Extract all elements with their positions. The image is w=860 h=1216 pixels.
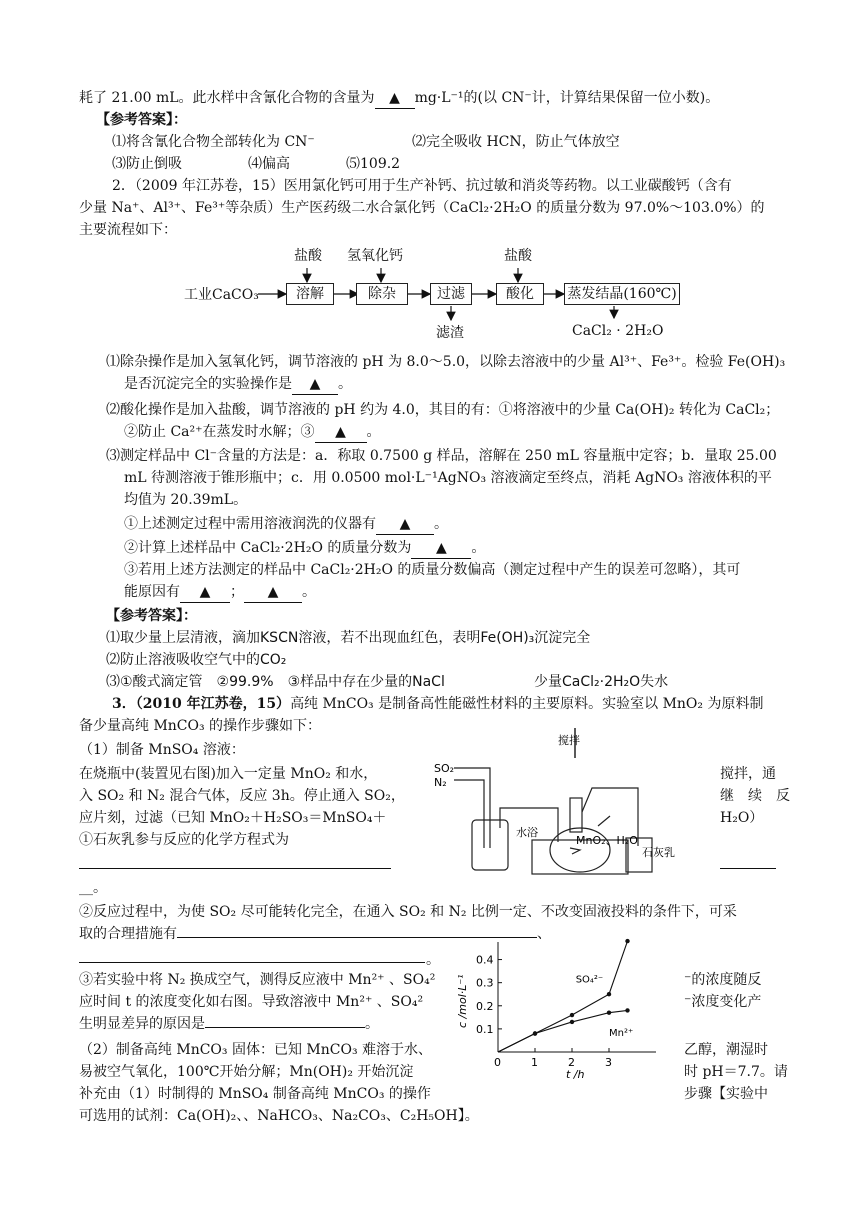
data-point (625, 1008, 629, 1012)
answer-blank: ▲ (411, 538, 471, 559)
stir-label: 搅拌 (558, 734, 580, 747)
n2-label: N₂ (434, 776, 447, 789)
q2-part1-line2: 是否沉淀完全的实验操作是 ▲ 。 (124, 374, 352, 395)
reagent-hcl-1: 盐酸 (294, 248, 322, 264)
flow-step-filter: 过滤 (430, 283, 472, 305)
q3-step1-q3-text: 生明显差异的原因是 (79, 1016, 205, 1032)
q3-step2-line3: 补充由（1）时制得的 MnSO₄ 制备高纯 MnCO₃ 的操作 (79, 1086, 431, 1102)
reference-answer-heading: 【参考答案】： (106, 608, 197, 624)
answer-blank: ▲ (315, 422, 367, 443)
q2-part3-sub2-text: ②计算上述样品中 CaCl₂·2H₂O 的质量分数为 (124, 540, 412, 556)
q3-intro-text: 高纯 MnCO₃ 是制备高性能磁性材料的主要原料。实验室以 MnO₂ 为原料制 (290, 696, 764, 712)
flow-residue: 滤渣 (436, 325, 464, 341)
q3-step1-q1-end: __。 (79, 880, 107, 896)
q3-step2-line2: 易被空气氧化，100℃开始分解；Mn(OH)₂ 开始沉淀 (79, 1064, 414, 1080)
flow-step-dissolve: 溶解 (286, 283, 334, 305)
reference-answer-heading: 【参考答案】： (96, 112, 187, 128)
q3-intro-2: 备少量高纯 MnCO₃ 的操作步骤如下： (79, 718, 322, 734)
concentration-chart (450, 940, 670, 1081)
apparatus-diagram (430, 728, 710, 876)
q3-step1-line2-right: 继 续 反 (720, 788, 790, 804)
data-point (625, 939, 629, 943)
lime-label: 石灰乳 (642, 846, 675, 859)
data-point (607, 1011, 611, 1015)
q3-step1-title: （1）制备 MnSO₄ 溶液： (79, 742, 245, 758)
q2-part3-sub2: ②计算上述样品中 CaCl₂·2H₂O 的质量分数为 ▲ 。 (124, 538, 485, 559)
q1-answer-5: ⑸109.2 (346, 156, 401, 172)
q3-step1-line1: 在烧瓶中(装置见右图)加入一定量 MnO₂ 和水， (79, 766, 378, 782)
x-tick-label: 2 (568, 1056, 575, 1069)
q3-step2-line4: 可选用的试剂：Ca(OH)₂、、NaHCO₃、Na₂CO₃、C₂H₅OH】。 (79, 1108, 479, 1124)
flow-step-evaporate: 蒸发结晶(160℃) (564, 283, 680, 305)
reagent-calcium-hydroxide: 氢氧化钙 (347, 248, 403, 264)
n2-tube (454, 780, 484, 848)
data-point (533, 1031, 537, 1035)
data-point (570, 1020, 574, 1024)
answer-line (720, 868, 776, 869)
answer-blank: ▲ (244, 582, 302, 603)
x-axis-label: t /h (566, 1068, 585, 1081)
q3-step2-line1: （2）制备高纯 MnCO₃ 固体：已知 MnCO₃ 难溶于水、 (79, 1042, 433, 1058)
q3-step1-q2-end: 。 (426, 952, 440, 968)
q2-part1-text: 是否沉淀完全的实验操作是 (124, 376, 292, 392)
q2-part3-line2: mL 待测溶液于锥形瓶中；c．用 0.0500 mol·L⁻¹AgNO₃ 溶液滴定至终点，消耗 AgNO₃ 溶液体积的平 (124, 470, 772, 486)
q2-part2-line2: ②防止 Ca²⁺在蒸发时水解；③ ▲ 。 (124, 422, 381, 443)
q2-part2-text: ②防止 Ca²⁺在蒸发时水解；③ (124, 424, 315, 440)
q3-step1-line3: 应片刻，过滤（已知 MnO₂＋H₂SO₃＝MnSO₄＋ (79, 810, 387, 826)
flow-product: CaCl₂ · 2H₂O (572, 323, 664, 339)
answer-blank: ▲ (376, 514, 434, 535)
q2-part1-line1: ⑴除杂操作是加入氢氧化钙，调节溶液的 pH 为 8.0～5.0，以除去溶液中的少量 Al³⁺、Fe³⁺。检验 Fe(OH)₃ (106, 354, 786, 370)
q2-part3-sub3-line1: ③若用上述方法测定的样品中 CaCl₂·2H₂O 的质量分数偏高（测定过程中产生的误差可忽略），其可 (124, 562, 741, 578)
q2-answer-3a: ⑶①酸式滴定管 ②99.9% ③样品中存在少量的NaCl (106, 674, 445, 690)
so2-label: SO₂ (434, 762, 455, 775)
answer-blank (177, 937, 537, 938)
q3-step2-line2-right: 时 pH＝7.7。请 (684, 1064, 788, 1080)
answer-blank: ▲ (292, 374, 338, 395)
y-tick-label: 0.2 (476, 999, 494, 1013)
q2-part2-line1: ⑵酸化操作是加入盐酸，调节溶液的 pH 约为 4.0，其目的有：①将溶液中的少量 Ca(OH)₂ 转化为 CaCl₂； (106, 402, 780, 418)
q3-step1-q3-line2: 应时间 t 的浓度变化如右图。导致溶液中 Mn²⁺ 、SO₄² (79, 994, 424, 1010)
flow-start: 工业CaCO₃ (184, 287, 259, 303)
q3-step2-line1-right: 乙醇，潮湿时 (684, 1042, 768, 1058)
q2-part3-sub1-text: ①上述测定过程中需用溶液润洗的仪器有 (124, 516, 376, 532)
q2-part3-line3: 均值为 20.39mL。 (124, 492, 248, 508)
bath-label: 水浴 (516, 826, 538, 839)
q2-intro-3: 主要流程如下： (79, 222, 177, 238)
q3-step1-q3-line3 (79, 1014, 379, 1034)
data-point (607, 992, 611, 996)
flow-step-purify: 除杂 (356, 283, 408, 305)
q3-step1-line2: 入 SO₂ 和 N₂ 混合气体，反应 3h。停止通入 SO₂， (79, 788, 405, 804)
q3-step1-q3-line1-right: ⁻的浓度随反 (684, 972, 762, 988)
answer-blank: ▲ (180, 582, 230, 603)
q2-intro-1: 2．（2009 年江苏卷，15）医用氯化钙可用于生产补钙、抗过敏和消炎等药物。以工业碳酸钙（含有 (112, 178, 732, 194)
q1-text: 耗了 21.00 mL。此水样中含氰化合物的含量为 (79, 90, 375, 106)
x-tick-label: 3 (605, 1056, 612, 1069)
q3-intro-1 (112, 694, 763, 714)
x-tick-label: 1 (531, 1056, 538, 1069)
q2-answer-3b: 少量CaCl₂·2H₂O失水 (534, 674, 669, 690)
q3-step1-q2-line1: ②反应过程中，为使 SO₂ 尽可能转化完全，在通入 SO₂ 和 N₂ 比例一定、不改变固液投料的条件下，可采 (79, 904, 737, 920)
q3-step1-q3-line1: ③若实验中将 N₂ 换成空气，测得反应液中 Mn²⁺ 、SO₄² (79, 972, 436, 988)
legend-mn: Mn²⁺ (609, 1027, 634, 1039)
period: 。 (365, 1016, 379, 1032)
q1-answer-2: ⑵完全吸收 HCN，防止气体放空 (412, 134, 620, 150)
q3-number: 3．（2010 年江苏卷，15） (112, 696, 291, 712)
separator: 、 (537, 926, 551, 942)
q3-step2-line3-right: 步骤【实验中 (684, 1086, 768, 1102)
legend-so4: SO₄²⁻ (575, 974, 604, 986)
flow-step-acidify: 酸化 (496, 283, 544, 305)
answer-line (79, 962, 425, 963)
answer-blank (205, 1027, 365, 1028)
q2-intro-2: 少量 Na⁺、Al³⁺、Fe³⁺等杂质）生产医药级二水合氯化钙（CaCl₂·2H₂O 的质量分数为 97.0%～103.0%）的 (79, 200, 765, 216)
q1-unit-text: mg·L⁻¹的(以 CN⁻计，计算结果保留一位小数)。 (414, 90, 720, 106)
y-axis-label: c /mol·L⁻¹ (456, 974, 469, 1028)
q1-answer-1: ⑴将含氰化合物全部转化为 CN⁻ (112, 134, 315, 150)
q1-answer-4: ⑷偏高 (248, 156, 290, 172)
q3-step1-line3-right: H₂O） (720, 810, 764, 826)
y-tick-label: 0.3 (476, 976, 494, 990)
y-tick-label: 0.1 (476, 1022, 494, 1036)
q3-step1-line1-right: 搅拌，通 (720, 766, 776, 782)
q1-answer-3: ⑶防止倒吸 (112, 156, 182, 172)
q2-part3-sub3-line2: 能原因有 ▲ ； ▲ 。 (124, 582, 316, 603)
q2-part3-line1: ⑶测定样品中 Cl⁻含量的方法是：a．称取 0.7500 g 样品，溶解在 250 mL 容量瓶中定容；b．量取 25.00 (106, 448, 777, 464)
q2-part3-sub3-text: 能原因有 (124, 584, 180, 600)
answer-blank: ▲ (375, 88, 415, 109)
q3-step1-q2-text: 取的合理措施有 (79, 926, 177, 942)
q3-step1-q3-line2-right: ⁻浓度变化产 (684, 994, 762, 1010)
answer-line (79, 868, 391, 869)
q2-answer-2: ⑵防止溶液吸收空气中的CO₂ (106, 652, 287, 668)
data-point (570, 1013, 574, 1017)
q2-answer-1: ⑴取少量上层清液，滴加KSCN溶液，若不出现血红色，表明Fe(OH)₃沉淀完全 (106, 630, 591, 646)
mix-label: MnO₂、H₂O (576, 834, 638, 847)
q3-step1-q1: ①石灰乳参与反应的化学方程式为 (79, 832, 289, 848)
y-tick-label: 0.4 (476, 953, 494, 967)
x-tick-label: 0 (494, 1056, 501, 1069)
reagent-hcl-2: 盐酸 (504, 248, 532, 264)
q2-part3-sub1: ①上述测定过程中需用溶液润洗的仪器有 ▲ 。 (124, 514, 448, 535)
q1-line (79, 88, 719, 109)
